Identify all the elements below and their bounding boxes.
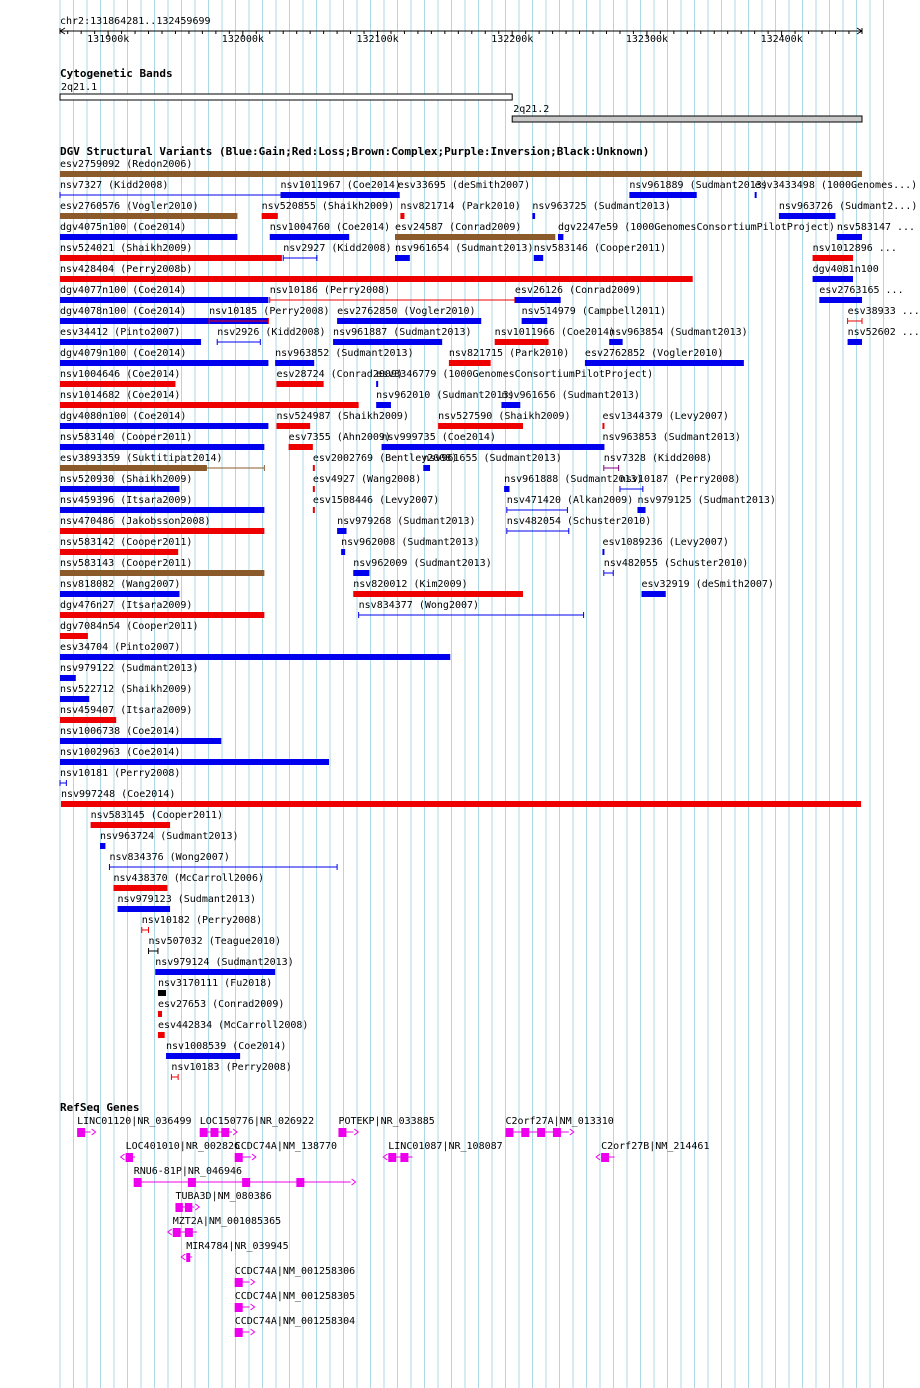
sv-label[interactable]: esv3893359 (Suktitipat2014): [60, 453, 223, 464]
sv-label[interactable]: nsv961888 (Sudmant2013): [504, 474, 643, 485]
sv-bar: [60, 654, 450, 660]
gene-exon: [175, 1203, 182, 1212]
sv-bar: [353, 591, 523, 597]
sv-label[interactable]: nsv2927 (Kidd2008): [283, 243, 392, 254]
sv-bar: [501, 402, 520, 408]
gene-label[interactable]: CCDC74A|NM_138770: [234, 1141, 338, 1152]
sv-bar: [515, 297, 561, 303]
gene-exon: [200, 1128, 208, 1137]
strand-forward-arrow-icon: [251, 1304, 255, 1310]
gene-exon: [296, 1178, 304, 1187]
gene-exon: [235, 1278, 243, 1287]
sv-label[interactable]: nsv979124 (Sudmant2013): [155, 957, 294, 968]
sv-label[interactable]: dgv4077n100 (Coe2014): [60, 285, 187, 296]
gene-exon: [505, 1128, 513, 1137]
gene-exon: [188, 1178, 196, 1187]
sv-bar: [609, 339, 622, 345]
sv-label[interactable]: esv7355 (Ahn2009): [288, 432, 391, 443]
gene-exon: [77, 1128, 85, 1137]
cytoband-label[interactable]: 2q21.1: [61, 82, 98, 93]
sv-label[interactable]: nsv979123 (Sudmant2013): [117, 894, 257, 905]
sv-label[interactable]: esv2002769 (Bentley2008): [312, 453, 458, 464]
strand-forward-arrow-icon: [352, 1179, 356, 1185]
sv-bar: [585, 360, 744, 366]
ruler-tick-label: 132200k: [491, 34, 534, 45]
sv-bar: [353, 570, 369, 576]
sv-bar: [779, 213, 836, 219]
gene-label[interactable]: MZT2A|NM_001085365: [172, 1216, 282, 1227]
sv-bar: [60, 465, 206, 471]
gene-label[interactable]: LOC150776|NR_026922: [199, 1116, 315, 1127]
sv-label[interactable]: nsv583142 (Cooper2011): [60, 537, 193, 548]
strand-reverse-arrow-icon: [181, 1254, 185, 1260]
sv-label[interactable]: nsv527590 (Shaikh2009): [438, 411, 571, 422]
sv-label[interactable]: esv4927 (Wang2008): [312, 474, 422, 485]
sv-bar: [400, 213, 404, 219]
strand-forward-arrow-icon: [233, 1129, 237, 1135]
sv-label[interactable]: nsv1002963 (Coe2014): [60, 747, 181, 758]
gene-exon: [173, 1228, 181, 1237]
sv-bar: [837, 234, 862, 240]
sv-label[interactable]: nsv10181 (Perry2008): [60, 768, 181, 779]
sv-bar: [848, 339, 862, 345]
sv-bar: [522, 318, 548, 324]
gene-exon: [235, 1153, 243, 1162]
sv-label[interactable]: dgv2247e59 (1000GenomesConsortiumPilotProject): [557, 222, 835, 233]
sv-bar: [755, 192, 757, 198]
sv-bar: [60, 717, 116, 723]
gene-label[interactable]: CCDC74A|NM_001258304: [234, 1316, 356, 1327]
sv-label[interactable]: nsv583146 (Cooper2011): [533, 243, 667, 254]
sv-label[interactable]: dgv4081n100: [812, 264, 879, 275]
sv-label[interactable]: nsv834377 (Wong2007): [358, 600, 480, 611]
sv-label[interactable]: nsv583143 (Cooper2011): [60, 558, 193, 569]
gene-label[interactable]: LOC401010|NR_002826: [125, 1141, 240, 1152]
sv-label[interactable]: dgv4078n100 (Coe2014): [60, 306, 187, 317]
strand-reverse-arrow-icon: [383, 1154, 387, 1160]
gene-exon: [553, 1128, 561, 1137]
sv-label[interactable]: nsv1014682 (Coe2014): [60, 390, 181, 401]
sv-bar: [270, 234, 349, 240]
sv-label[interactable]: esv2760576 (Vogler2010): [60, 201, 199, 212]
sv-bar: [60, 297, 268, 303]
sv-bar: [382, 444, 604, 450]
sv-bar: [313, 486, 315, 492]
sv-bar: [337, 318, 481, 324]
sv-bar: [60, 255, 282, 261]
sv-label[interactable]: nsv1006738 (Coe2014): [60, 726, 181, 737]
sv-bar: [60, 633, 88, 639]
sv-bar: [395, 255, 410, 261]
sv-bar: [376, 402, 391, 408]
sv-label[interactable]: nsv963853 (Sudmant2013): [602, 432, 741, 443]
sv-bar: [313, 507, 315, 513]
gene-label[interactable]: C2orf27A|NM_013310: [505, 1116, 614, 1127]
sv-label[interactable]: esv2763165 ...: [819, 285, 904, 296]
sv-bar: [534, 255, 543, 261]
sv-bar: [60, 759, 329, 765]
sv-label[interactable]: esv3346779 (1000GenomesConsortiumPilotProject): [376, 369, 654, 380]
sv-bar: [262, 213, 278, 219]
sv-bar: [395, 234, 555, 240]
gene-exon: [235, 1328, 243, 1337]
gene-exon: [210, 1128, 218, 1137]
sv-label[interactable]: esv2762850 (Vogler2010): [337, 306, 476, 317]
sv-label[interactable]: nsv961655 (Sudmant2013): [423, 453, 562, 464]
sv-bar: [60, 696, 89, 702]
sv-label[interactable]: nsv963725 (Sudmant2013): [532, 201, 671, 212]
sv-label[interactable]: nsv3170111 (Fu2018): [157, 978, 273, 989]
dgv-track-title[interactable]: DGV Structural Variants (Blue:Gain;Red:Loss;Brown:Complex;Purple:Inversion;Black:Unknown): [60, 145, 650, 158]
sv-bar: [158, 990, 166, 996]
cytoband-track-title[interactable]: Cytogenetic Bands: [60, 67, 173, 80]
cytoband-label[interactable]: 2q21.2: [513, 104, 550, 115]
sv-label[interactable]: nsv583145 (Cooper2011): [90, 810, 224, 821]
sv-bar: [91, 822, 170, 828]
sv-label[interactable]: nsv438370 (McCarroll2006): [113, 873, 264, 884]
sv-bar: [60, 381, 175, 387]
sv-label[interactable]: nsv428404 (Perry2008b): [60, 264, 193, 275]
sv-bar: [60, 549, 178, 555]
sv-bar: [813, 255, 853, 261]
gene-label[interactable]: POTEKP|NR_033885: [338, 1116, 435, 1127]
gene-exon: [537, 1128, 545, 1137]
ruler-tick-label: 132000k: [221, 34, 264, 45]
gene-exon: [521, 1128, 529, 1137]
sv-bar: [113, 885, 167, 891]
sv-label[interactable]: nsv7328 (Kidd2008): [603, 453, 713, 464]
sv-bar: [813, 276, 853, 282]
sv-label[interactable]: nsv979122 (Sudmant2013): [60, 663, 199, 674]
sv-bar: [276, 381, 323, 387]
gene-exon: [388, 1153, 396, 1162]
cytoband-2q21-2: [512, 116, 862, 122]
strand-forward-arrow-icon: [251, 1329, 255, 1335]
sv-label[interactable]: esv3433498 (1000Genomes...): [754, 180, 918, 191]
sv-label[interactable]: nsv821715 (Park2010): [448, 348, 570, 359]
ruler-position: chr2:131864281..132459699: [60, 16, 211, 27]
gene-exon: [338, 1128, 346, 1137]
sv-bar: [155, 969, 275, 975]
ruler-tick-label: 132400k: [760, 34, 803, 45]
sv-bar: [60, 234, 237, 240]
sv-label[interactable]: esv26126 (Conrad2009): [514, 285, 642, 296]
strand-forward-arrow-icon: [570, 1129, 574, 1135]
sv-bar: [602, 444, 604, 450]
sv-label[interactable]: nsv1008539 (Coe2014): [166, 1041, 287, 1052]
sv-bar: [398, 192, 400, 198]
sv-bar: [423, 465, 430, 471]
sv-bar: [333, 339, 442, 345]
sv-bar: [60, 360, 268, 366]
sv-label[interactable]: nsv10187 (Perry2008): [619, 474, 741, 485]
sv-bar: [60, 402, 359, 408]
sv-bar: [61, 801, 861, 807]
sv-label[interactable]: dgv7084n54 (Cooper2011): [60, 621, 199, 632]
sv-label[interactable]: nsv820012 (Kim2009): [353, 579, 468, 590]
sv-label[interactable]: nsv979125 (Sudmant2013): [637, 495, 776, 506]
sv-bar: [629, 192, 696, 198]
sv-bar: [60, 612, 264, 618]
sv-bar: [281, 192, 398, 198]
strand-forward-arrow-icon: [252, 1154, 256, 1160]
ruler-tick-label: 132100k: [356, 34, 399, 45]
sv-label[interactable]: nsv52602 ...: [847, 327, 920, 338]
sv-label[interactable]: nsv10186 (Perry2008): [269, 285, 391, 296]
sv-label[interactable]: nsv1004760 (Coe2014): [269, 222, 391, 233]
sv-label[interactable]: nsv834376 (Wong2007): [109, 852, 230, 863]
sv-label[interactable]: nsv821714 (Park2010): [400, 201, 521, 212]
gene-label[interactable]: CCDC74A|NM_001258306: [234, 1266, 356, 1277]
ruler-tick-label: 132300k: [625, 34, 669, 45]
sv-label[interactable]: nsv1004646 (Coe2014): [60, 369, 181, 380]
sv-bar: [60, 738, 221, 744]
gene-label[interactable]: TUBA3D|NM_080386: [175, 1191, 272, 1202]
sv-label[interactable]: nsv1011967 (Coe2014): [280, 180, 401, 191]
sv-label[interactable]: esv33695 (deSmith2007): [397, 180, 531, 191]
sv-label[interactable]: esv32919 (deSmith2007): [641, 579, 774, 590]
sv-label[interactable]: esv1344379 (Levy2007): [602, 411, 729, 422]
strand-forward-arrow-icon: [92, 1129, 96, 1135]
gene-exon: [400, 1153, 408, 1162]
sv-label[interactable]: esv34704 (Pinto2007): [60, 642, 181, 653]
sv-label[interactable]: nsv520855 (Shaikh2009): [261, 201, 395, 212]
sv-label[interactable]: esv24587 (Conrad2009): [395, 222, 522, 233]
gene-exon: [221, 1128, 229, 1137]
sv-label[interactable]: nsv514979 (Campbell2011): [521, 306, 667, 317]
sv-label[interactable]: nsv2926 (Kidd2008): [217, 327, 326, 338]
sv-bar: [100, 843, 105, 849]
sv-label[interactable]: nsv963724 (Sudmant2013): [100, 831, 239, 842]
sv-bar: [60, 339, 201, 345]
gene-exon: [186, 1253, 190, 1262]
gene-label[interactable]: CCDC74A|NM_001258305: [234, 1291, 356, 1302]
sv-bar: [449, 360, 491, 366]
sv-bar: [289, 444, 313, 450]
strand-forward-arrow-icon: [354, 1129, 358, 1135]
sv-bar: [60, 507, 264, 513]
sv-label[interactable]: nsv482055 (Schuster2010): [603, 558, 749, 569]
sv-label[interactable]: esv1089236 (Levy2007): [602, 537, 729, 548]
strand-forward-arrow-icon: [251, 1279, 255, 1285]
sv-label[interactable]: nsv999735 (Coe2014): [381, 432, 496, 443]
sv-label[interactable]: esv2759092 (Redon2006): [60, 159, 193, 170]
sv-label[interactable]: nsv583140 (Cooper2011): [60, 432, 193, 443]
sv-label[interactable]: nsv459407 (Itsara2009): [60, 705, 193, 716]
sv-label[interactable]: nsv10183 (Perry2008): [171, 1062, 292, 1073]
sv-bar: [504, 486, 509, 492]
sv-label[interactable]: nsv524021 (Shaikh2009): [60, 243, 193, 254]
sv-bar: [558, 234, 563, 240]
sv-bar: [275, 360, 314, 366]
sv-bar: [60, 675, 76, 681]
sv-label[interactable]: esv34412 (Pinto2007): [60, 327, 181, 338]
ruler-tick-label: 131900k: [87, 34, 130, 45]
gene-exon: [242, 1178, 250, 1187]
sv-label[interactable]: nsv1011966 (Coe2014): [494, 327, 616, 338]
gene-label[interactable]: LINC01087|NR_108087: [388, 1141, 503, 1152]
sv-label[interactable]: nsv10185 (Perry2008): [209, 306, 330, 317]
sv-label[interactable]: nsv962009 (Sudmant2013): [353, 558, 492, 569]
sv-bar: [158, 1032, 165, 1038]
sv-bar: [637, 507, 645, 513]
sv-bar: [60, 570, 264, 576]
sv-bar: [60, 444, 264, 450]
sv-bar: [495, 339, 549, 345]
sv-bar: [341, 549, 345, 555]
sv-label[interactable]: nsv997248 (Coe2014): [60, 789, 176, 800]
sv-label[interactable]: nsv507032 (Teague2010): [148, 936, 281, 947]
sv-label[interactable]: esv27653 (Conrad2009): [157, 999, 285, 1010]
strand-reverse-arrow-icon: [121, 1154, 125, 1160]
sv-label[interactable]: esv2762852 (Vogler2010): [584, 348, 724, 359]
sv-label[interactable]: nsv961889 (Sudmant2013): [629, 180, 768, 191]
sv-label[interactable]: esv1508446 (Levy2007): [312, 495, 440, 506]
sv-bar: [118, 906, 171, 912]
sv-label[interactable]: nsv961654 (Sudmant2013): [395, 243, 534, 254]
sv-label[interactable]: dgv4079n100 (Coe2014): [60, 348, 187, 359]
sv-label[interactable]: nsv524987 (Shaikh2009): [276, 411, 409, 422]
sv-bar: [166, 1053, 240, 1059]
sv-bar: [819, 297, 862, 303]
sv-bar: [60, 276, 693, 282]
strand-reverse-arrow-icon: [168, 1229, 172, 1235]
sv-label[interactable]: dgv4075n100 (Coe2014): [60, 222, 187, 233]
sv-bar: [376, 381, 378, 387]
sv-label[interactable]: nsv962010 (Sudmant2013): [376, 390, 515, 401]
sv-bar: [337, 528, 346, 534]
sv-bar: [602, 423, 604, 429]
sv-bar: [276, 423, 310, 429]
gene-exon: [126, 1153, 133, 1162]
sv-label[interactable]: dgv476n27 (Itsara2009): [60, 600, 193, 611]
sv-label[interactable]: nsv470486 (Jakobsson2008): [60, 516, 211, 527]
sv-label[interactable]: nsv10182 (Perry2008): [141, 915, 263, 926]
strand-forward-arrow-icon: [195, 1204, 199, 1210]
sv-label[interactable]: nsv963854 (Sudmant2013): [609, 327, 748, 338]
sv-bar: [532, 213, 535, 219]
gene-label[interactable]: RNU6-81P|NR_046946: [133, 1166, 243, 1177]
sv-bar: [60, 486, 180, 492]
sv-bar: [642, 591, 666, 597]
sv-bar: [438, 423, 523, 429]
sv-label[interactable]: nsv520930 (Shaikh2009): [60, 474, 193, 485]
sv-bar: [313, 465, 315, 471]
sv-label[interactable]: esv28724 (Conrad2009): [276, 369, 403, 380]
sv-label[interactable]: nsv459396 (Itsara2009): [60, 495, 193, 506]
sv-label[interactable]: nsv962008 (Sudmant2013): [341, 537, 480, 548]
gene-label[interactable]: C2orf27B|NM_214461: [601, 1141, 710, 1152]
sv-label[interactable]: nsv963726 (Sudmant2...): [778, 201, 918, 212]
sv-label[interactable]: nsv1012896 ...: [812, 243, 897, 254]
sv-label[interactable]: nsv522712 (Shaikh2009): [60, 684, 193, 695]
gene-label[interactable]: MIR4784|NR_039945: [186, 1241, 289, 1252]
sv-bar: [60, 423, 268, 429]
refseq-track-title[interactable]: RefSeq Genes: [60, 1101, 140, 1114]
gene-exon: [134, 1178, 142, 1187]
sv-bar: [60, 171, 862, 177]
sv-label[interactable]: esv38933 ...: [847, 306, 920, 317]
sv-label[interactable]: nsv963852 (Sudmant2013): [275, 348, 414, 359]
gene-exon: [235, 1303, 243, 1312]
sv-label[interactable]: nsv818082 (Wang2007): [60, 579, 181, 590]
sv-label[interactable]: esv442834 (McCarroll2008): [157, 1020, 309, 1031]
sv-label[interactable]: nsv583147 ...: [836, 222, 916, 233]
sv-bar: [602, 549, 604, 555]
sv-label[interactable]: nsv961887 (Sudmant2013): [333, 327, 472, 338]
cytoband-2q21-1: [60, 94, 512, 100]
sv-label[interactable]: dgv4080n100 (Coe2014): [60, 411, 187, 422]
sv-label[interactable]: nsv979268 (Sudmant2013): [337, 516, 476, 527]
gene-exon: [185, 1203, 192, 1212]
sv-label[interactable]: nsv471420 (Alkan2009): [506, 495, 634, 506]
sv-bar: [60, 213, 237, 219]
sv-label[interactable]: nsv7327 (Kidd2008): [60, 180, 169, 191]
sv-label[interactable]: nsv961656 (Sudmant2013): [501, 390, 640, 401]
sv-bar: [60, 528, 264, 534]
sv-label[interactable]: nsv482054 (Schuster2010): [506, 516, 652, 527]
gene-exon: [185, 1228, 193, 1237]
sv-bar: [60, 591, 180, 597]
strand-reverse-arrow-icon: [596, 1154, 600, 1160]
gene-label[interactable]: LINC01120|NR_036499: [77, 1116, 192, 1127]
gene-exon: [601, 1153, 609, 1162]
sv-bar: [158, 1011, 162, 1017]
